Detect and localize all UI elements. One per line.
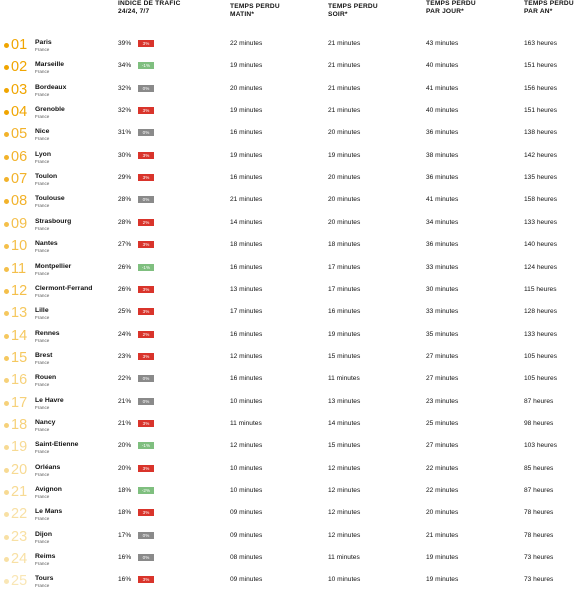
- header-morning-line2: MATIN*: [230, 11, 255, 18]
- city-name: Strasbourg: [35, 217, 72, 225]
- rank-bullet-icon: [4, 535, 9, 540]
- time-lost-evening: 21 minutes: [328, 84, 361, 92]
- header-daily-line1: TEMPS PERDU: [426, 0, 476, 7]
- trend-badge: 3%: [138, 353, 154, 360]
- city-name: Grenoble: [35, 106, 65, 114]
- traffic-index: 28%: [118, 218, 132, 226]
- header-morning-line1: TEMPS PERDU: [230, 3, 280, 10]
- rank-number: 14: [11, 327, 28, 344]
- country-name: France: [35, 337, 50, 343]
- table-row: [0, 574, 584, 596]
- table-row: [0, 485, 584, 507]
- rank-number: 05: [11, 126, 28, 143]
- table-row: [0, 172, 584, 194]
- header-yearly-line1: TEMPS PERDU: [524, 0, 574, 7]
- city-name: Avignon: [35, 486, 62, 493]
- traffic-index: 18%: [118, 487, 132, 494]
- rank-bullet-icon: [4, 43, 9, 48]
- time-lost-yearly: 138 heures: [524, 129, 557, 137]
- time-lost-evening: 15 minutes: [328, 352, 361, 360]
- traffic-index: 21%: [118, 397, 132, 405]
- table-row: [0, 38, 584, 60]
- country-name: France: [35, 583, 50, 589]
- trend-badge: 3%: [138, 174, 154, 181]
- time-lost-yearly: 78 heures: [524, 509, 554, 517]
- rank-bullet-icon: [4, 311, 9, 316]
- table-row: [0, 440, 584, 462]
- trend-badge: 0%: [138, 129, 154, 136]
- country-name: France: [35, 516, 50, 522]
- time-lost-evening: 21 minutes: [328, 107, 361, 115]
- time-lost-morning: 09 minutes: [230, 509, 263, 517]
- time-lost-morning: 11 minutes: [230, 419, 262, 427]
- time-lost-evening: 19 minutes: [328, 151, 361, 159]
- time-lost-daily: 36 minutes: [426, 241, 459, 249]
- time-lost-daily: 19 minutes: [426, 576, 459, 584]
- time-lost-morning: 16 minutes: [230, 330, 263, 338]
- traffic-index: 26%: [118, 263, 132, 271]
- rank-number: 07: [11, 171, 28, 188]
- header-yearly-line2: PAR AN*: [524, 8, 553, 15]
- time-lost-evening: 17 minutes: [328, 285, 361, 293]
- city-name: Lyon: [35, 150, 51, 158]
- city-name: Saint-Etienne: [35, 441, 79, 449]
- time-lost-morning: 13 minutes: [230, 285, 263, 293]
- time-lost-evening: 12 minutes: [328, 531, 361, 539]
- rank-number: 16: [11, 372, 28, 389]
- trend-badge: 0%: [138, 398, 154, 405]
- rank-number: 25: [11, 573, 28, 590]
- rank-bullet-icon: [4, 401, 9, 406]
- country-name: France: [35, 47, 50, 52]
- time-lost-morning: 19 minutes: [230, 62, 263, 70]
- rank-bullet-icon: [4, 468, 9, 473]
- country-name: France: [35, 561, 50, 567]
- time-lost-yearly: 128 heures: [524, 308, 557, 316]
- time-lost-yearly: 158 heures: [524, 196, 557, 204]
- time-lost-morning: 10 minutes: [230, 464, 263, 472]
- table-row: [0, 396, 584, 418]
- time-lost-evening: 11 minutes: [328, 554, 360, 562]
- trend-badge: 3%: [138, 420, 154, 427]
- rank-bullet-icon: [4, 423, 9, 428]
- rank-number: 18: [11, 416, 28, 433]
- trend-badge: 3%: [138, 107, 154, 114]
- rank-number: 19: [11, 439, 28, 456]
- time-lost-daily: 34 minutes: [426, 218, 459, 226]
- time-lost-daily: 25 minutes: [426, 419, 459, 427]
- trend-badge: 0%: [138, 196, 154, 203]
- traffic-index: 31%: [118, 129, 132, 137]
- trend-badge: 3%: [138, 286, 154, 293]
- trend-badge: -1%: [138, 62, 154, 69]
- table-row: [0, 150, 584, 172]
- time-lost-yearly: 133 heures: [524, 218, 557, 226]
- rank-bullet-icon: [4, 557, 9, 562]
- country-name: France: [35, 181, 50, 187]
- time-lost-evening: 12 minutes: [328, 464, 361, 472]
- time-lost-morning: 20 minutes: [230, 84, 263, 92]
- time-lost-morning: 16 minutes: [230, 375, 263, 383]
- time-lost-morning: 12 minutes: [230, 352, 263, 360]
- time-lost-evening: 15 minutes: [328, 442, 361, 450]
- trend-badge: 2%: [138, 331, 154, 338]
- rank-bullet-icon: [4, 199, 9, 204]
- time-lost-yearly: 105 heures: [524, 375, 557, 383]
- traffic-index: 20%: [118, 464, 132, 472]
- city-name: Brest: [35, 351, 53, 359]
- rank-number: 21: [11, 484, 28, 500]
- traffic-index: 26%: [118, 285, 132, 293]
- rank-bullet-icon: [4, 378, 9, 383]
- time-lost-yearly: 103 heures: [524, 442, 557, 450]
- city-name: Paris: [35, 39, 52, 46]
- city-name: Rouen: [35, 374, 57, 382]
- time-lost-evening: 12 minutes: [328, 509, 361, 517]
- traffic-index: 21%: [118, 419, 132, 427]
- traffic-index: 27%: [118, 241, 132, 249]
- rank-number: 15: [11, 349, 28, 366]
- trend-badge: 0%: [138, 554, 154, 561]
- time-lost-daily: 40 minutes: [426, 107, 459, 115]
- time-lost-evening: 20 minutes: [328, 129, 361, 137]
- time-lost-daily: 36 minutes: [426, 174, 459, 182]
- city-name: Nice: [35, 128, 50, 136]
- time-lost-evening: 20 minutes: [328, 218, 361, 226]
- time-lost-morning: 18 minutes: [230, 241, 263, 249]
- table-row: [0, 83, 584, 105]
- rank-number: 09: [11, 215, 28, 232]
- country-name: France: [35, 404, 50, 410]
- time-lost-daily: 33 minutes: [426, 308, 459, 316]
- time-lost-morning: 16 minutes: [230, 263, 263, 271]
- time-lost-daily: 43 minutes: [426, 40, 459, 47]
- time-lost-daily: 33 minutes: [426, 263, 459, 271]
- rank-bullet-icon: [4, 267, 9, 272]
- rank-bullet-icon: [4, 132, 9, 137]
- table-row: [0, 552, 584, 574]
- rank-number: 17: [11, 394, 28, 411]
- header-evening: [328, 3, 378, 19]
- table-row: [0, 127, 584, 149]
- time-lost-evening: 16 minutes: [328, 308, 361, 316]
- header-evening-line1: TEMPS PERDU: [328, 3, 378, 10]
- country-name: France: [35, 91, 50, 97]
- rank-bullet-icon: [4, 289, 9, 294]
- rank-bullet-icon: [4, 177, 9, 182]
- time-lost-yearly: 87 heures: [524, 487, 554, 494]
- rank-bullet-icon: [4, 88, 9, 93]
- time-lost-evening: 20 minutes: [328, 174, 361, 182]
- rank-number: 04: [11, 104, 28, 121]
- city-name: Reims: [35, 553, 56, 561]
- time-lost-evening: 11 minutes: [328, 375, 360, 383]
- traffic-index: 16%: [118, 554, 132, 562]
- time-lost-daily: 19 minutes: [426, 554, 459, 562]
- traffic-index: 16%: [118, 576, 132, 584]
- country-name: France: [35, 315, 50, 321]
- time-lost-daily: 23 minutes: [426, 397, 459, 405]
- time-lost-evening: 21 minutes: [328, 40, 361, 47]
- trend-badge: 3%: [138, 241, 154, 248]
- time-lost-daily: 41 minutes: [426, 196, 459, 204]
- table-row: [0, 284, 584, 306]
- header-index: [118, 0, 181, 16]
- rank-bullet-icon: [4, 356, 9, 361]
- time-lost-daily: 36 minutes: [426, 129, 459, 137]
- trend-badge: 3%: [138, 308, 154, 315]
- city-name: Dijon: [35, 530, 52, 538]
- rank-bullet-icon: [4, 334, 9, 339]
- time-lost-evening: 20 minutes: [328, 196, 361, 204]
- city-name: Rennes: [35, 329, 60, 337]
- trend-badge: 3%: [138, 465, 154, 472]
- rank-number: 22: [11, 506, 28, 523]
- country-name: France: [35, 449, 50, 455]
- time-lost-yearly: 87 heures: [524, 397, 554, 405]
- table-row: [0, 262, 584, 284]
- time-lost-yearly: 140 heures: [524, 241, 557, 249]
- table-row: [0, 507, 584, 529]
- time-lost-daily: 35 minutes: [426, 330, 459, 338]
- rank-bullet-icon: [4, 110, 9, 115]
- city-name: Nantes: [35, 240, 58, 248]
- city-name: Orléans: [35, 463, 61, 471]
- time-lost-yearly: 73 heures: [524, 576, 554, 584]
- rank-bullet-icon: [4, 490, 9, 495]
- header-morning: [230, 3, 280, 19]
- time-lost-morning: 14 minutes: [230, 218, 263, 226]
- rank-number: 02: [11, 59, 28, 76]
- trend-badge: -2%: [138, 487, 154, 494]
- trend-badge: 3%: [138, 576, 154, 583]
- table-row: [0, 373, 584, 395]
- traffic-index: 29%: [118, 174, 132, 182]
- time-lost-daily: 40 minutes: [426, 62, 459, 70]
- time-lost-daily: 38 minutes: [426, 151, 459, 159]
- table-row: [0, 351, 584, 373]
- header-yearly: [524, 0, 574, 16]
- time-lost-yearly: 163 heures: [524, 40, 557, 47]
- rank-bullet-icon: [4, 65, 9, 70]
- rank-number: 20: [11, 461, 28, 478]
- rank-number: 10: [11, 238, 28, 255]
- time-lost-morning: 10 minutes: [230, 397, 263, 405]
- time-lost-morning: 12 minutes: [230, 442, 263, 450]
- rank-number: 12: [11, 282, 28, 299]
- time-lost-evening: 17 minutes: [328, 263, 361, 271]
- country-name: France: [35, 158, 50, 164]
- time-lost-evening: 14 minutes: [328, 419, 361, 427]
- time-lost-yearly: 73 heures: [524, 554, 554, 562]
- rank-number: 01: [11, 37, 28, 53]
- time-lost-evening: 12 minutes: [328, 487, 361, 494]
- table-row: [0, 418, 584, 440]
- traffic-index: 32%: [118, 107, 132, 115]
- city-name: Tours: [35, 575, 54, 583]
- table-row: [0, 329, 584, 351]
- trend-badge: 3%: [138, 40, 154, 47]
- time-lost-morning: 21 minutes: [230, 196, 263, 204]
- traffic-index: 23%: [118, 352, 132, 360]
- time-lost-morning: 16 minutes: [230, 129, 263, 137]
- traffic-index: 18%: [118, 509, 132, 517]
- time-lost-evening: 21 minutes: [328, 62, 361, 70]
- time-lost-daily: 27 minutes: [426, 375, 459, 383]
- time-lost-yearly: 151 heures: [524, 107, 557, 115]
- city-name: Toulon: [35, 173, 58, 181]
- country-name: France: [35, 494, 50, 499]
- time-lost-morning: 16 minutes: [230, 174, 263, 182]
- time-lost-yearly: 133 heures: [524, 330, 557, 338]
- country-name: France: [35, 471, 50, 477]
- city-name: Le Mans: [35, 508, 63, 516]
- city-name: Montpellier: [35, 262, 72, 270]
- time-lost-evening: 19 minutes: [328, 330, 361, 338]
- table-row: [0, 217, 584, 239]
- time-lost-yearly: 142 heures: [524, 151, 557, 159]
- traffic-index: 30%: [118, 151, 132, 159]
- time-lost-morning: 09 minutes: [230, 576, 263, 584]
- country-name: France: [35, 69, 50, 75]
- city-name: Clermont-Ferrand: [35, 284, 93, 292]
- city-name: Lille: [35, 307, 49, 315]
- city-name: Toulouse: [35, 195, 65, 203]
- rank-bullet-icon: [4, 222, 9, 227]
- trend-badge: 0%: [138, 532, 154, 539]
- time-lost-daily: 27 minutes: [426, 442, 459, 450]
- time-lost-daily: 22 minutes: [426, 487, 459, 494]
- time-lost-yearly: 151 heures: [524, 62, 557, 70]
- country-name: France: [35, 136, 50, 142]
- table-row: [0, 194, 584, 216]
- header-daily: [426, 0, 476, 16]
- trend-badge: 0%: [138, 375, 154, 382]
- country-name: France: [35, 426, 50, 432]
- rank-bullet-icon: [4, 445, 9, 450]
- header-daily-line2: PAR JOUR*: [426, 8, 464, 15]
- time-lost-daily: 30 minutes: [426, 285, 459, 293]
- traffic-index: 34%: [118, 62, 132, 70]
- country-name: France: [35, 270, 50, 276]
- rank-bullet-icon: [4, 512, 9, 517]
- table-row: [0, 530, 584, 552]
- traffic-index: 25%: [118, 308, 132, 316]
- time-lost-yearly: 124 heures: [524, 263, 557, 271]
- time-lost-evening: 18 minutes: [328, 241, 361, 249]
- rank-number: 24: [11, 551, 28, 568]
- traffic-index: 32%: [118, 84, 132, 92]
- time-lost-yearly: 135 heures: [524, 174, 557, 182]
- time-lost-morning: 09 minutes: [230, 531, 263, 539]
- country-name: France: [35, 538, 50, 544]
- header-index-line2: 24/24, 7/7: [118, 8, 150, 15]
- time-lost-daily: 22 minutes: [426, 464, 459, 472]
- time-lost-daily: 27 minutes: [426, 352, 459, 360]
- time-lost-daily: 20 minutes: [426, 509, 459, 517]
- traffic-index: 20%: [118, 442, 132, 450]
- time-lost-morning: 10 minutes: [230, 487, 263, 494]
- table-row: [0, 105, 584, 127]
- rank-number: 13: [11, 305, 28, 322]
- table-row: [0, 306, 584, 328]
- table-row: [0, 60, 584, 82]
- trend-badge: -1%: [138, 264, 154, 271]
- trend-badge: 3%: [138, 509, 154, 516]
- traffic-index: 17%: [118, 531, 132, 539]
- city-name: Le Havre: [35, 396, 64, 404]
- time-lost-yearly: 78 heures: [524, 531, 554, 539]
- rank-number: 23: [11, 528, 28, 545]
- rank-number: 06: [11, 148, 28, 165]
- rank-number: 11: [11, 260, 27, 277]
- time-lost-evening: 13 minutes: [328, 397, 361, 405]
- city-name: Nancy: [35, 418, 56, 426]
- time-lost-morning: 19 minutes: [230, 151, 263, 159]
- traffic-index: 39%: [118, 40, 132, 47]
- country-name: France: [35, 203, 50, 209]
- time-lost-yearly: 105 heures: [524, 352, 557, 360]
- rank-number: 08: [11, 193, 28, 210]
- time-lost-yearly: 156 heures: [524, 84, 557, 92]
- time-lost-yearly: 115 heures: [524, 285, 557, 293]
- traffic-index: 24%: [118, 330, 132, 338]
- time-lost-evening: 10 minutes: [328, 576, 361, 584]
- time-lost-morning: 19 minutes: [230, 107, 263, 115]
- table-row: [0, 239, 584, 261]
- rank-bullet-icon: [4, 244, 9, 249]
- time-lost-daily: 21 minutes: [426, 531, 459, 539]
- country-name: France: [35, 382, 50, 388]
- time-lost-morning: 22 minutes: [230, 40, 263, 47]
- rank-bullet-icon: [4, 579, 9, 584]
- trend-badge: 2%: [138, 219, 154, 226]
- rank-bullet-icon: [4, 155, 9, 160]
- country-name: France: [35, 225, 50, 231]
- country-name: France: [35, 359, 50, 365]
- country-name: France: [35, 114, 50, 120]
- header-index-line1: INDICE DE TRAFIC: [118, 0, 181, 7]
- trend-badge: 3%: [138, 152, 154, 159]
- time-lost-morning: 08 minutes: [230, 554, 263, 562]
- traffic-index: 22%: [118, 375, 132, 383]
- header-evening-line2: SOIR*: [328, 11, 348, 18]
- country-name: France: [35, 292, 50, 298]
- city-name: Marseille: [35, 61, 65, 69]
- city-name: Bordeaux: [35, 83, 67, 91]
- time-lost-morning: 17 minutes: [230, 308, 263, 316]
- time-lost-daily: 41 minutes: [426, 84, 459, 92]
- trend-badge: 0%: [138, 85, 154, 92]
- country-name: France: [35, 248, 50, 254]
- rank-number: 03: [11, 81, 28, 98]
- time-lost-yearly: 85 heures: [524, 464, 554, 472]
- trend-badge: -1%: [138, 442, 154, 449]
- table-row: [0, 463, 584, 485]
- traffic-index: 28%: [118, 196, 132, 204]
- time-lost-yearly: 98 heures: [524, 419, 554, 427]
